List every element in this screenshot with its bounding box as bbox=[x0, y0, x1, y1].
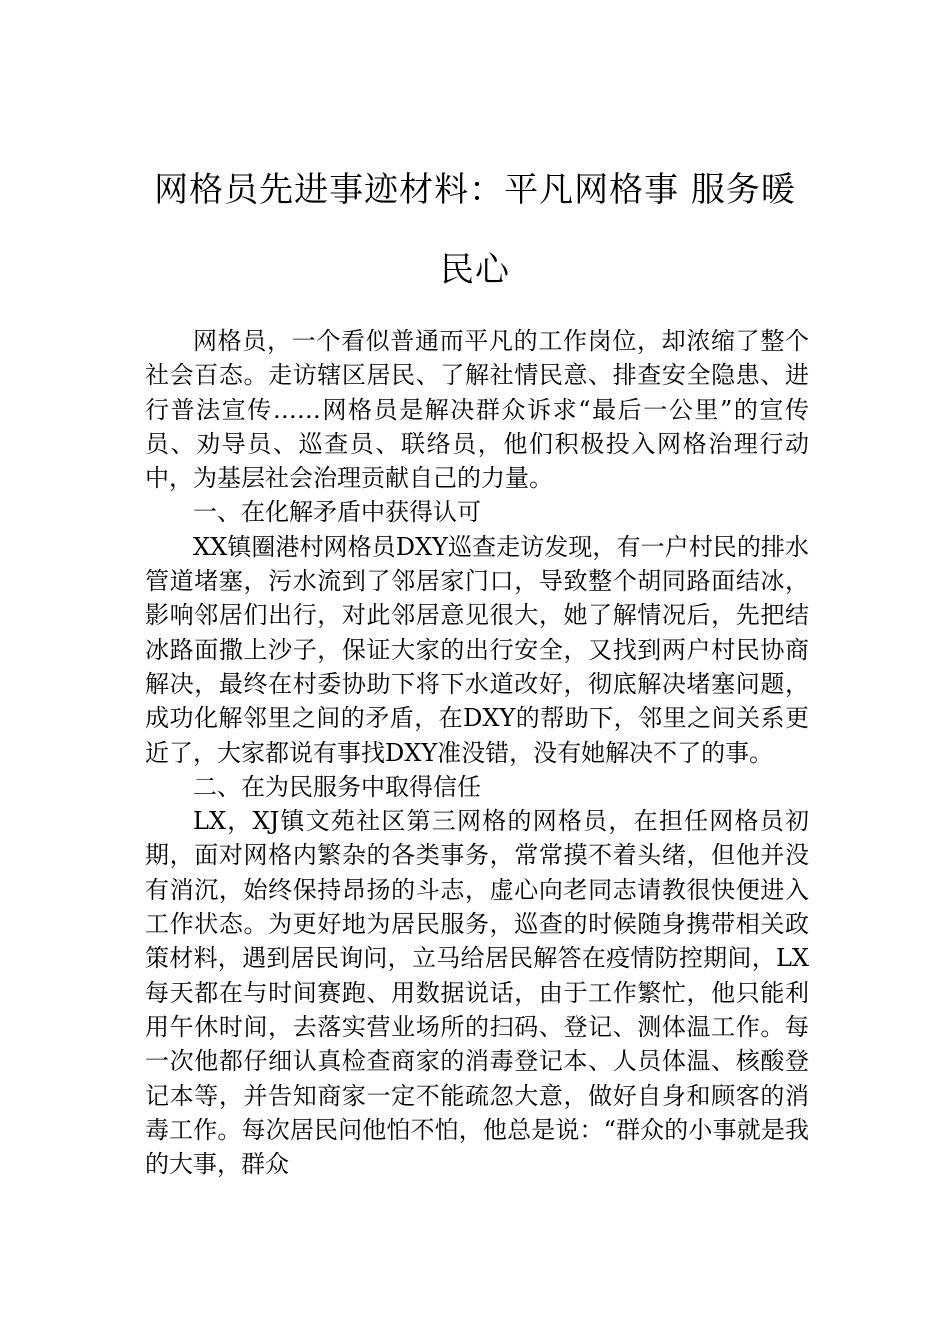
title-line-2: 民心 bbox=[440, 250, 510, 290]
document-title bbox=[120, 150, 830, 310]
document-body bbox=[145, 324, 809, 1181]
section-2-paragraph: LX，XJ镇文苑社区第三网格的网格员，在担任网格员初期，面对网格内繁杂的各类事务，常常摸不着头绪，但他并没有消沉，始终保持昂扬的斗志，虚心向老同志请教很快便进入工作状态。为更好地为居民服务，巡查的时候随身携带相关政策材料，遇到居民询问，立马给居民解答在疫情防控期间，LX每天都在与时间赛跑、用数据说话，由于工作繁忙，他只能利用午休时间，去落实营业场所的扫码、登记、测体温工作。每一次他都仔细认真检查商家的消毒登记本、人员体温、核酸登记本等，并告知商家一定不能疏忽大意，做好自身和顾客的消毒工作。每次居民问他怕不怕，他总是说：“群众的小事就是我的大事，群众 bbox=[145, 807, 809, 1179]
intro-paragraph: 网格员，一个看似普通而平凡的工作岗位，却浓缩了整个社会百态。走访辖区居民、了解社情民意、排查安全隐患、进行普法宣传……网格员是解决群众诉求“最后一公里”的宣传员、劝导员、巡查员、联络员，他们积极投入网格治理行动中，为基层社会治理贡献自己的力量。 bbox=[145, 327, 809, 493]
section-1-paragraph: XX镇圈港村网格员DXY巡查走访发现，有一户村民的排水管道堵塞，污水流到了邻居家门口，导致整个胡同路面结冰，影响邻居们出行，对此邻居意见很大，她了解情况后，先把结冰路面撒上沙子，保证大家的出行安全，又找到两户村民协商解决，最终在村委协助下将下水道改好，彻底解决堵塞问题，成功化解邻里之间的矛盾，在DXY的帮助下，邻里之间关系更近了，大家都说有事找DXY准没错，没有她解决不了的事。 bbox=[145, 532, 809, 767]
title-line-1: 网格员先进事迹材料：平凡网格事 服务暖 bbox=[154, 170, 796, 210]
section-1-heading: 一、在化解矛盾中获得认可 bbox=[193, 498, 481, 527]
section-2-heading: 二、在为民服务中取得信任 bbox=[193, 772, 481, 801]
